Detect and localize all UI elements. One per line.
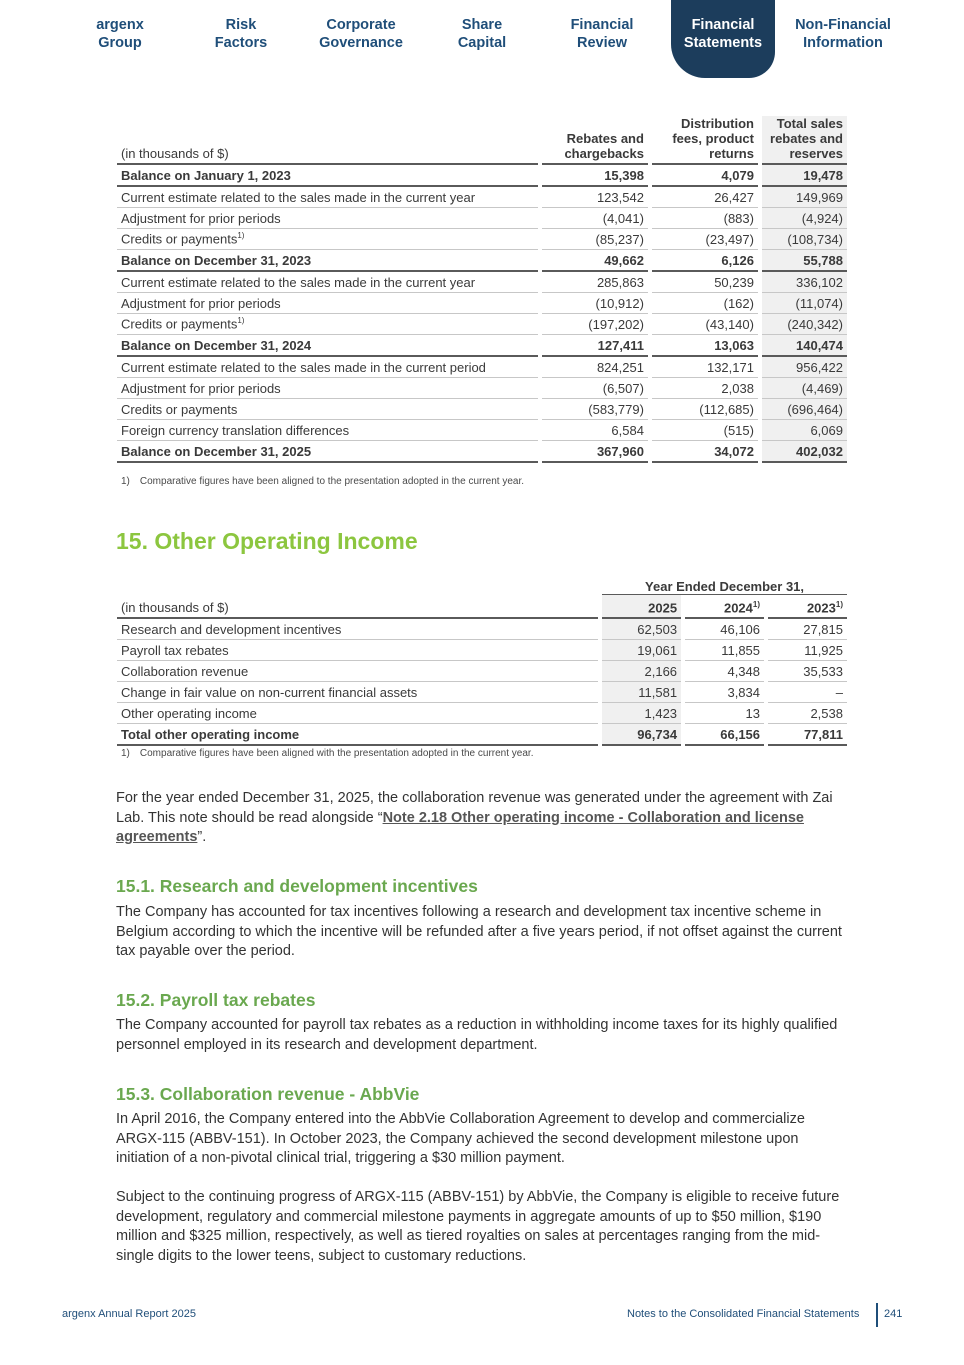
table-unit-label: (in thousands of $) — [117, 116, 538, 165]
col-header-rebates: Rebates and chargebacks — [542, 116, 648, 165]
heading-15-2: 15.2. Payroll tax rebates — [116, 990, 316, 1010]
heading-15-3: 15.3. Collaboration revenue - AbbVie — [116, 1084, 420, 1104]
table-row: Balance on December 31, 2023 49,662 6,126 55,788 — [117, 250, 847, 272]
table-row: Balance on January 1, 2023 15,398 4,079 19,478 — [117, 165, 847, 187]
paragraph-15-3b: Subject to the continuing progress of ARGX-115 (ABBV-151) by AbbVie, the Company is eligible to receive future development, regulatory and commercial milestone payments in aggregate amounts of up to $50 million, $190 million and $325 million, respectively, as well as tiered royalties on sales at percentages ranging from the mid-single digits to the lower teens, subject to customary reductions. — [116, 1189, 840, 1264]
table-row: Credits or payments$^{1)}$ (197,202) (43,140) (240,342) — [117, 314, 847, 335]
table-row: Current estimate related to the sales made in the current year 285,863 50,239 336,102 — [117, 272, 847, 293]
paragraph-15-2: The Company accounted for payroll tax rebates as a reduction in withholding income taxes for its highly qualified personnel employed in its research and development department. — [116, 1017, 838, 1053]
footer-report-title: argenx Annual Report 2025 — [62, 1308, 196, 1320]
nav-tab-financial-review[interactable]: Financial Review — [570, 17, 634, 51]
paragraph-15-3a: In April 2016, the Company entered into the AbbVie Collaboration Agreement to develop and commercialize ARGX-115 (ABBV-151). In October 2023, the Company achieved the second development milestone upon initiation of a non-pivotal clinical trial, triggering a $30 million payment. — [116, 1111, 805, 1166]
table-row: Collaboration revenue 2,166 4,348 35,533 — [117, 661, 847, 682]
col-header-total: Total sales rebates and reserves — [762, 116, 847, 165]
nav-tab-corporate-governance[interactable]: Corporate Governance — [319, 17, 403, 51]
footer-divider — [876, 1303, 878, 1327]
nav-tab-share-capital[interactable]: Share Capital — [457, 17, 507, 51]
col-header-2025: 2025 — [602, 595, 681, 619]
table-row: Payroll tax rebates 19,061 11,855 11,925 — [117, 640, 847, 661]
table-row: Adjustment for prior periods (4,041) (883) (4,924) — [117, 208, 847, 229]
section-title: 15. Other Operating Income — [116, 528, 418, 554]
nav-tab-risk-factors[interactable]: Risk Factors — [214, 17, 268, 51]
table-row: Current estimate related to the sales made in the current year 123,542 26,427 149,969 — [117, 187, 847, 208]
sales-rebates-table — [113, 116, 851, 463]
table-row: Adjustment for prior periods (10,912) (162) (11,074) — [117, 293, 847, 314]
table-row: Credits or payments$^{1)}$ (85,237) (23,497) (108,734) — [117, 229, 847, 250]
table-row: Adjustment for prior periods (6,507) 2,038 (4,469) — [117, 378, 847, 399]
year-group-header: Year Ended December 31, — [602, 574, 847, 595]
page-number: 241 — [884, 1308, 903, 1320]
other-operating-income-table — [113, 574, 851, 746]
collab-paragraph: For the year ended December 31, 2025, the collaboration revenue was generated under the agreement with Zai Lab. This note should be read alongside “Note 2.18 Other operating income - Collaboration and license agreements”. — [116, 790, 833, 845]
table-row: Balance on December 31, 2024 127,411 13,063 140,474 — [117, 335, 847, 357]
footer-section-title: Notes to the Consolidated Financial Statements — [627, 1308, 860, 1320]
table-row: Other operating income 1,423 13 2,538 — [117, 703, 847, 724]
table-row: Total other operating income 96,734 66,156 77,811 — [117, 724, 847, 746]
top-navigation — [60, 0, 903, 78]
table-row: Credits or payments (583,779) (112,685) (696,464) — [117, 399, 847, 420]
heading-15-1: 15.1. Research and development incentives — [116, 876, 478, 896]
table-row: Current estimate related to the sales made in the current period 824,251 132,171 956,422 — [117, 357, 847, 378]
table2-footnote: 1) Comparative figures have been aligned with the presentation adopted in the current year. — [121, 748, 534, 759]
nav-tab-non-financial-information[interactable]: Non-Financial Information — [795, 17, 891, 51]
table-unit-label: (in thousands of $) — [117, 595, 598, 619]
table-row: Research and development incentives 62,503 46,106 27,815 — [117, 619, 847, 640]
table-row: Balance on December 31, 2025 367,960 34,072 402,032 — [117, 441, 847, 463]
nav-tab-argenx-group[interactable]: argenx Group — [96, 17, 144, 51]
table-row: Change in fair value on non-current financial assets 11,581 3,834 – — [117, 682, 847, 703]
nav-tab-financial-statements[interactable]: Financial Statements — [671, 0, 775, 78]
col-header-2024: 2024$^{1)}$ — [685, 595, 764, 619]
note-2-18-link[interactable]: Note 2.18 Other operating income - Collaboration and license agreements — [116, 809, 804, 845]
paragraph-15-1: The Company has accounted for tax incentives following a research and development tax incentive scheme in Belgium according to which the incentive will be refunded after a five years period, if not offset against the current tax payable over the period. — [116, 904, 842, 959]
col-header-2023: 2023$^{1)}$ — [768, 595, 847, 619]
table-row: Foreign currency translation differences 6,584 (515) 6,069 — [117, 420, 847, 441]
table1-footnote: 1) Comparative figures have been aligned to the presentation adopted in the current year. — [121, 476, 525, 487]
col-header-distribution: Distribution fees, product returns — [652, 116, 758, 165]
